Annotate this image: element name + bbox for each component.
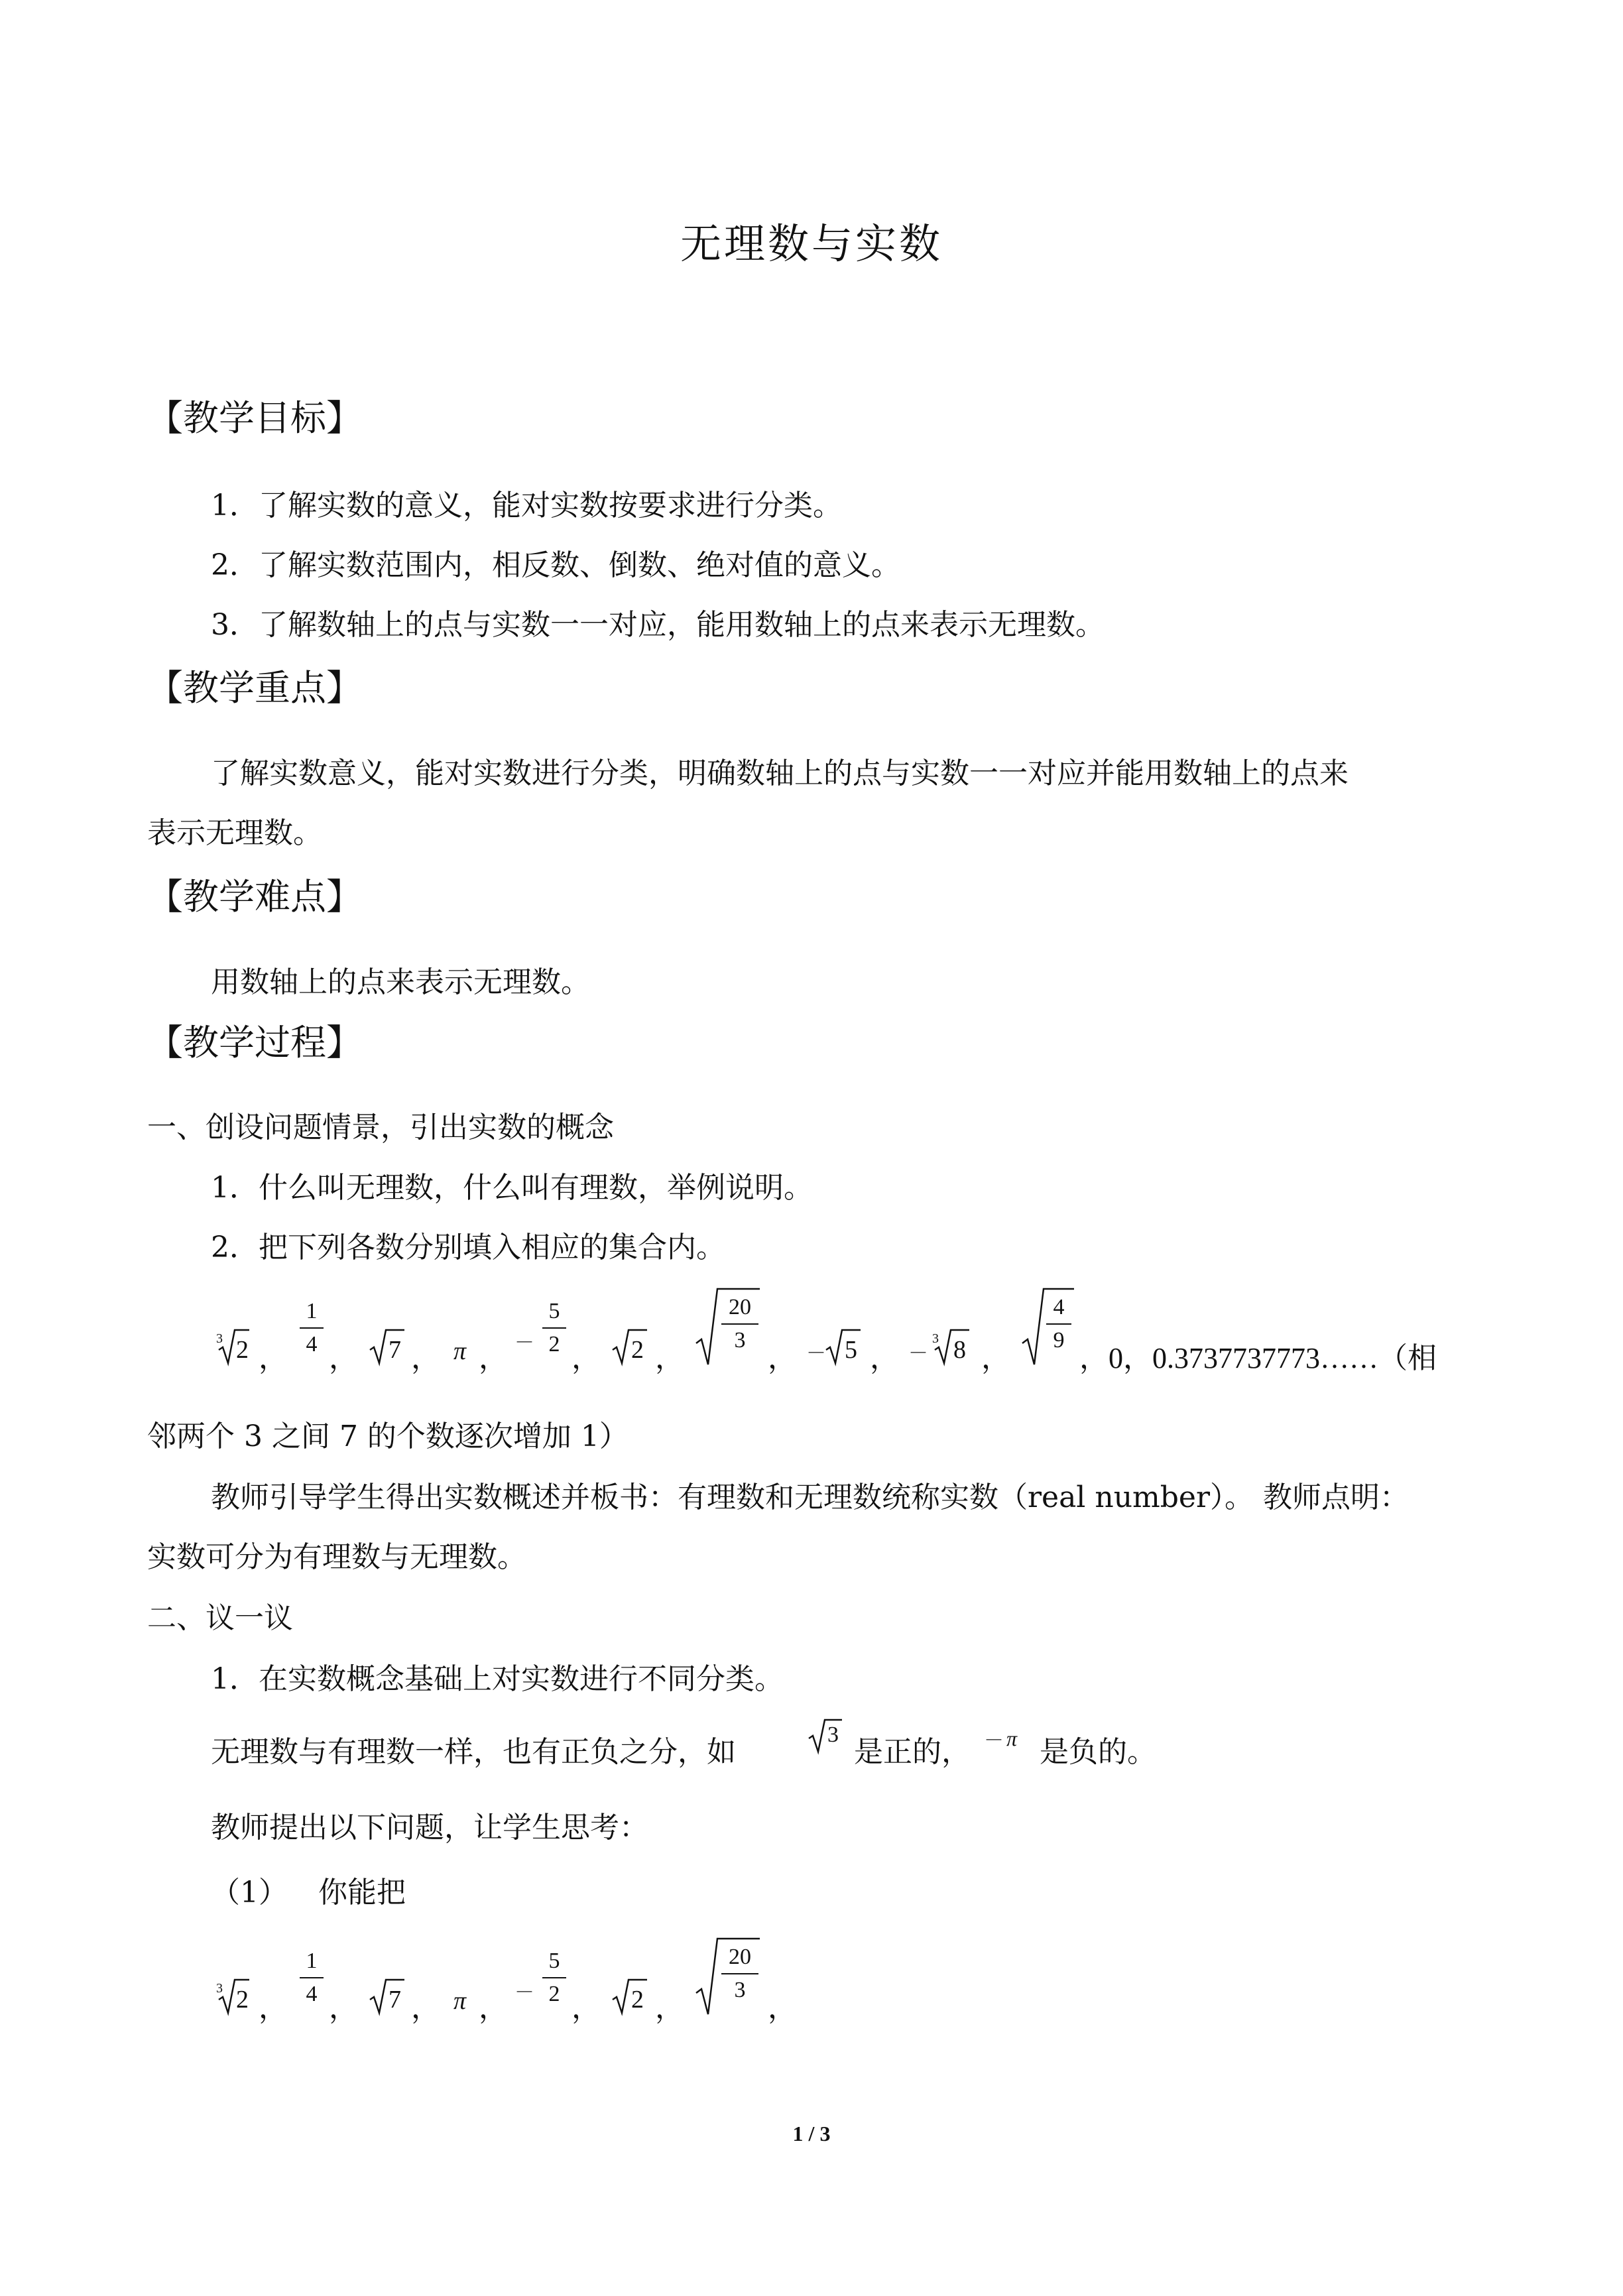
radicand-2: 2 — [236, 1336, 249, 1364]
sentence-part-c: 是负的。 — [1040, 1735, 1156, 1769]
minus-sign: － — [514, 1982, 534, 2004]
denominator: 3 — [734, 1978, 746, 2002]
radicand-7: 7 — [389, 1336, 401, 1364]
denominator: 4 — [306, 1332, 318, 1357]
radicand-2: 2 — [631, 1336, 644, 1364]
comma: ， — [411, 1991, 440, 2025]
radicand-7: 7 — [389, 1986, 401, 2014]
radicand-3: 3 — [827, 1722, 839, 1747]
teacher-guide-line-1: 教师引导学生得出实数概述并板书：有理数和无理数统称实数（real number）。 教师点明： — [211, 1480, 1409, 1514]
heading-process: 【教学过程】 — [147, 1022, 362, 1063]
fraction-5-2 — [542, 1948, 566, 2008]
question-intro: 教师提出以下问题，让学生思考： — [211, 1811, 648, 1844]
difficulties-text: 用数轴上的点来表示无理数。 — [211, 965, 590, 999]
denominator: 4 — [306, 1982, 318, 2006]
comma: ， — [411, 1341, 440, 1375]
part1-title: 一、创设问题情景，引出实数的概念 — [147, 1111, 614, 1144]
radicand-2: 2 — [236, 1986, 249, 2014]
comma: ， — [329, 1991, 358, 2025]
minus-sign: － — [806, 1343, 826, 1364]
numerator: 20 — [729, 1295, 751, 1319]
minus-sign: － — [984, 1730, 1004, 1752]
cube-root-index: 3 — [216, 1981, 223, 1996]
numbers-tail: ，0，0.3737737773……（相 — [1079, 1342, 1437, 1374]
denominator: 2 — [548, 1982, 560, 2006]
comma: ， — [655, 1341, 684, 1375]
comma: ， — [259, 1991, 288, 2025]
objective-item-2: 2．了解实数范围内，相反数、倒数、绝对值的意义。 — [211, 548, 900, 582]
part2-item-1: 1．在实数概念基础上对实数进行不同分类。 — [211, 1662, 784, 1696]
comma: ， — [329, 1341, 358, 1375]
document-title: 无理数与实数 — [680, 219, 943, 268]
sentence-part-b: 是正的， — [854, 1735, 971, 1769]
fraction-20-3 — [721, 1944, 758, 2004]
fraction-20-3 — [721, 1294, 758, 1354]
objective-item-1: 1．了解实数的意义，能对实数按要求进行分类。 — [211, 489, 842, 522]
comma: ， — [571, 1341, 601, 1375]
question-1-text: 你能把 — [318, 1876, 406, 1909]
numerator: 5 — [548, 1949, 560, 1973]
fraction-1-4 — [300, 1298, 324, 1358]
fraction-5-2 — [542, 1298, 566, 1358]
radicand-8: 8 — [953, 1336, 966, 1364]
numerator: 1 — [306, 1949, 318, 1973]
pi-symbol: π — [453, 1987, 467, 2015]
denominator: 3 — [734, 1328, 746, 1353]
heading-difficulties: 【教学难点】 — [147, 876, 362, 918]
cube-root-index: 3 — [932, 1331, 939, 1346]
comma: ， — [655, 1991, 684, 2025]
numerator: 1 — [306, 1299, 318, 1323]
pi-symbol: π — [453, 1337, 467, 1365]
comma: ， — [768, 1341, 797, 1375]
denominator: 2 — [548, 1332, 560, 1357]
cube-root-index: 3 — [216, 1331, 223, 1346]
comma: ， — [259, 1341, 288, 1375]
numerator: 5 — [548, 1299, 560, 1323]
minus-sign: － — [908, 1343, 928, 1364]
question-1-label: （1） — [211, 1876, 288, 1909]
fraction-4-9 — [1046, 1294, 1071, 1354]
minus-sign: － — [514, 1332, 534, 1354]
fraction-1-4 — [300, 1948, 324, 2008]
radicand-5: 5 — [845, 1336, 857, 1364]
comma: ， — [479, 1341, 508, 1375]
part1-item-1: 1．什么叫无理数，什么叫有理数，举例说明。 — [211, 1171, 813, 1205]
comma: ， — [870, 1341, 899, 1375]
numbers-continuation: 邻两个 3 之间 7 的个数逐次增加 1） — [147, 1420, 629, 1453]
comma: ， — [479, 1991, 508, 2025]
objective-item-3: 3．了解数轴上的点与实数一一对应，能用数轴上的点来表示无理数。 — [211, 608, 1105, 642]
sentence-part-a: 无理数与有理数一样，也有正负之分，如 — [211, 1735, 736, 1769]
key-points-line-1: 了解实数意义，能对实数进行分类，明确数轴上的点与实数一一对应并能用数轴上的点来 — [211, 756, 1349, 790]
numerator: 20 — [729, 1945, 751, 1969]
heading-objectives: 【教学目标】 — [147, 397, 362, 439]
part2-title: 二、议一议 — [147, 1601, 293, 1635]
numerator: 4 — [1053, 1295, 1065, 1319]
comma: ， — [571, 1991, 601, 2025]
part1-item-2: 2．把下列各数分别填入相应的集合内。 — [211, 1231, 725, 1264]
page-number: 1 / 3 — [792, 2122, 831, 2145]
denominator: 9 — [1053, 1328, 1065, 1353]
pi-symbol: π — [1006, 1726, 1018, 1750]
comma: ， — [981, 1341, 1010, 1375]
radicand-2: 2 — [631, 1986, 644, 2014]
heading-key-points: 【教学重点】 — [147, 667, 362, 709]
teacher-guide-line-2: 实数可分为有理数与无理数。 — [147, 1540, 526, 1574]
key-points-line-2: 表示无理数。 — [147, 816, 322, 850]
comma: ， — [768, 1991, 797, 2025]
